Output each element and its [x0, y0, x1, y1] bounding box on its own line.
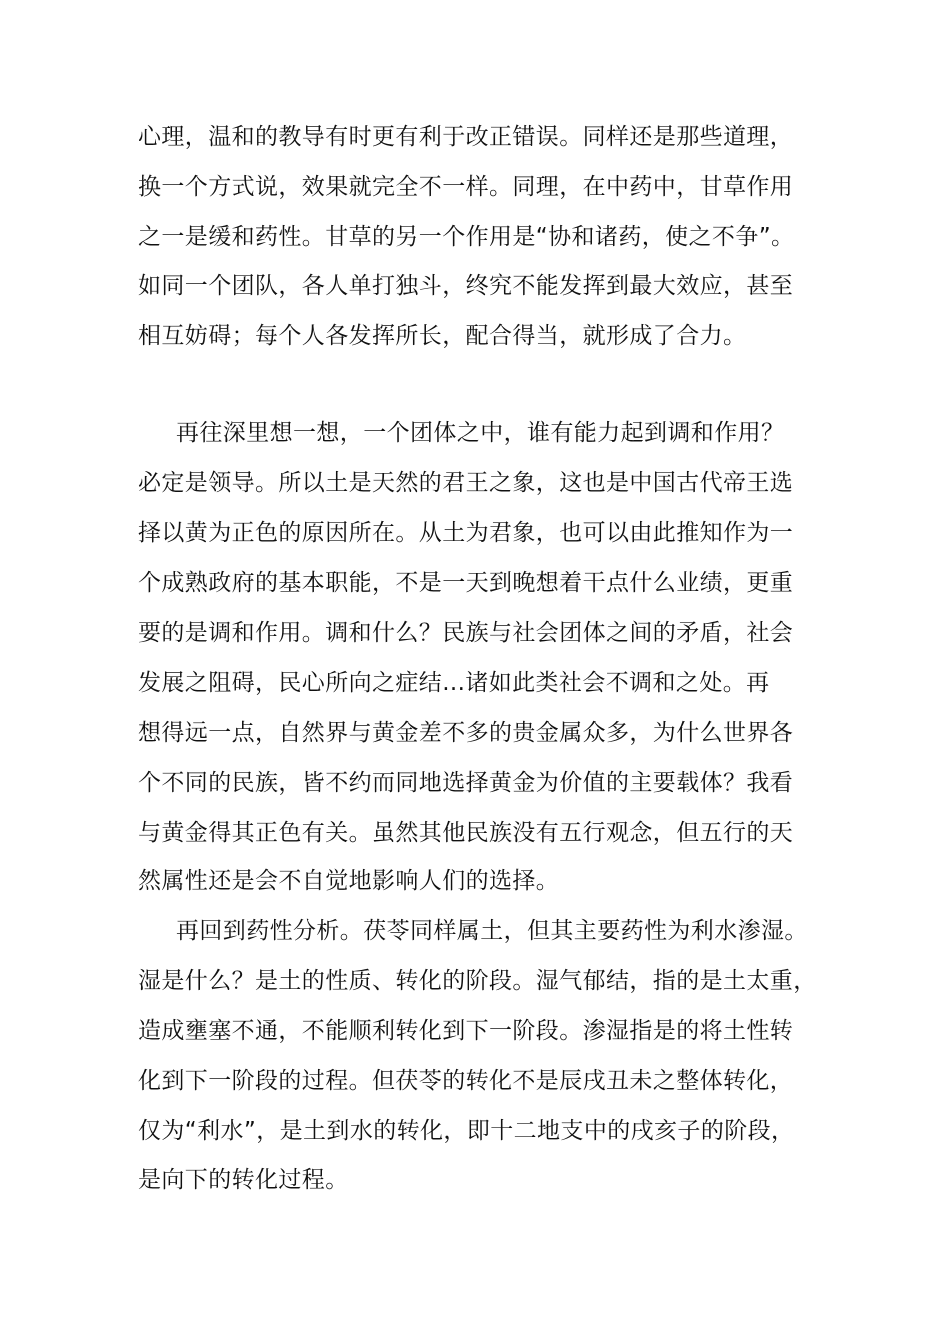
- text-line: 然属性还是会不自觉地影响人们的选择。: [138, 868, 560, 894]
- text-line: 化到下一阶段的过程。但茯苓的转化不是辰戌丑未之整体转化，: [138, 1068, 794, 1094]
- text-line: 再往深里想一想，一个团体之中，谁有能力起到调和作用？: [176, 420, 785, 446]
- text-line: 如同一个团队，各人单打独斗，终究不能发挥到最大效应，甚至: [138, 273, 794, 299]
- text-line: 个成熟政府的基本职能，不是一天到晚想着干点什么业绩，更重: [138, 570, 794, 596]
- text-line: 之一是缓和药性。甘草的另一个作用是“协和诸药，使之不争”。: [138, 224, 795, 250]
- text-line: 心理，温和的教导有时更有利于改正错误。同样还是那些道理，: [138, 124, 794, 150]
- text-line: 相互妨碍；每个人各发挥所长，配合得当，就形成了合力。: [138, 323, 747, 349]
- text-line: 换一个方式说，效果就完全不一样。同理，在中药中，甘草作用: [138, 174, 794, 200]
- text-line: 择以黄为正色的原因所在。从土为君象，也可以由此推知作为一: [138, 520, 794, 546]
- text-line: 发展之阻碍，民心所向之症结...诸如此类社会不调和之处。再: [138, 670, 770, 696]
- text-line: 与黄金得其正色有关。虽然其他民族没有五行观念，但五行的天: [138, 820, 794, 846]
- text-line: 是向下的转化过程。: [138, 1167, 349, 1193]
- text-line: 再回到药性分析。茯苓同样属土，但其主要药性为利水渗湿。: [176, 918, 808, 944]
- text-line: 造成壅塞不通，不能顺利转化到下一阶段。渗湿指是的将土性转: [138, 1018, 794, 1044]
- text-line: 必定是领导。所以土是天然的君王之象，这也是中国古代帝王选: [138, 470, 794, 496]
- text-line: 要的是调和作用。调和什么？民族与社会团体之间的矛盾，社会: [138, 620, 794, 646]
- text-line: 湿是什么？是土的性质、转化的阶段。湿气郁结，指的是土太重，: [138, 968, 817, 994]
- text-line: 仅为“利水”，是土到水的转化，即十二地支中的戌亥子的阶段，: [138, 1118, 795, 1144]
- text-line: 个不同的民族，皆不约而同地选择黄金为价值的主要载体？我看: [138, 770, 794, 796]
- text-line: 想得远一点，自然界与黄金差不多的贵金属众多，为什么世界各: [138, 720, 794, 746]
